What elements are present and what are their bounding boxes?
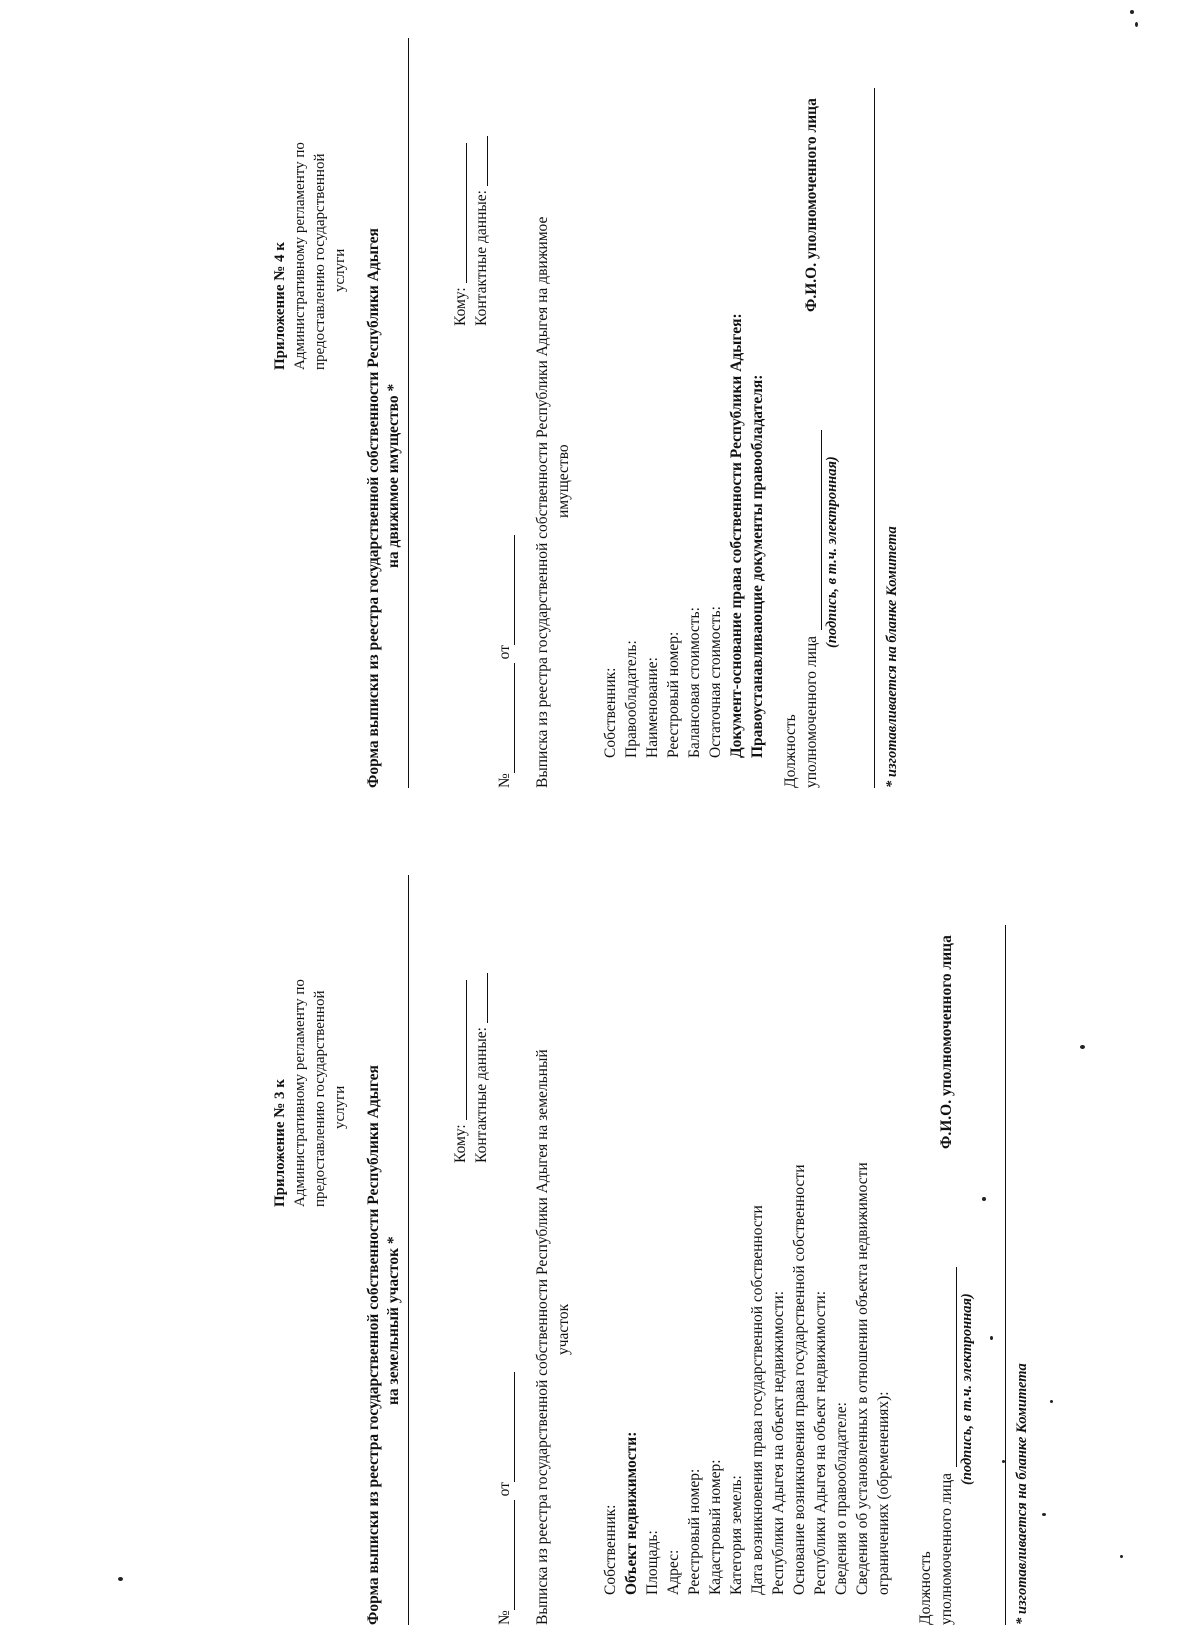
- recipient-to-field: [450, 143, 467, 283]
- field-real-estate-object: Объект недвижимости:: [623, 1431, 640, 1595]
- appendix-line: услуги: [332, 248, 348, 292]
- field-area: Площадь:: [644, 1530, 661, 1595]
- scan-speck: [1130, 10, 1134, 14]
- number-field: [498, 1500, 515, 1610]
- appendix-line: услуги: [332, 1085, 348, 1129]
- field-right-basis: Основание возникновения права государственной собственности: [791, 1164, 808, 1595]
- date-label: от: [496, 1482, 513, 1497]
- date-label: от: [496, 645, 513, 660]
- number-field: [498, 663, 515, 773]
- appendix-number: Приложение № 4 к: [272, 242, 288, 370]
- form-title: [364, 865, 404, 1625]
- title-underline: [408, 875, 409, 1625]
- recipient-to-field: [450, 980, 467, 1120]
- fio-label: Ф.И.О. уполномоченного лица: [938, 935, 955, 1149]
- footnote-rule: [874, 88, 875, 788]
- footnote: * изготавливается на бланке Комитета: [884, 526, 900, 788]
- form-title-line-1: Форма выписки из реестра государственной собственности Республики Адыгея: [365, 228, 382, 788]
- intro-line-1: Выписка из реестра государственной собственности Республики Адыгея на движимое: [534, 216, 551, 788]
- recipient-block: [450, 26, 492, 326]
- number-label: №: [496, 773, 513, 788]
- scan-speck: [1042, 1513, 1046, 1516]
- scan-speck: [1002, 1460, 1005, 1463]
- field-registry-number: Реестровый номер:: [686, 1468, 703, 1595]
- field-list: [600, 38, 768, 758]
- recipient-to-label: Кому:: [452, 1124, 469, 1163]
- signature-hint: (подпись, в т.ч. электронная): [959, 1293, 975, 1485]
- form-title-line-2: на земельный участок *: [385, 1236, 402, 1405]
- field-rightholder: Правообладатель:: [623, 640, 640, 758]
- field-rightholder-info: Сведения о правообладателе:: [833, 1402, 850, 1595]
- scan-speck: [118, 1577, 123, 1581]
- fio-label: Ф.И.О. уполномоченного лица: [803, 98, 820, 312]
- scan-speck: [1080, 1045, 1085, 1049]
- authorized-person-label: уполномоченного лица: [938, 1472, 955, 1625]
- field-land-category: Категория земель:: [728, 1475, 745, 1595]
- field-right-basis-cont: Республики Адыгея на объект недвижимости:: [812, 1290, 829, 1595]
- position-label: Должность: [782, 714, 799, 788]
- intro-text: [532, 28, 574, 788]
- field-registry-number: Реестровый номер:: [665, 631, 682, 758]
- intro-text: [532, 865, 574, 1625]
- field-book-value: Балансовая стоимость:: [686, 607, 703, 758]
- scan-speck: [1135, 22, 1138, 27]
- field-basis-document: Документ-основание права собственности Республики Адыгея:: [728, 313, 745, 758]
- field-cadastral-number: Кадастровый номер:: [707, 1459, 724, 1595]
- field-owner: Собственник:: [602, 667, 619, 758]
- field-list: [600, 875, 894, 1595]
- field-encumbrances: Сведения об установленных в отношении объекта недвижимости: [854, 1162, 871, 1595]
- intro-line-1: Выписка из реестра государственной собственности Республики Адыгея на земельный: [534, 1049, 551, 1625]
- form-title-line-2: на движимое имущество *: [385, 383, 402, 568]
- intro-line-2: имущество: [555, 444, 572, 518]
- field-right-date-cont: Республики Адыгея на объект недвижимости:: [770, 1290, 787, 1595]
- number-date-line: [494, 388, 515, 788]
- appendix-line: предоставлению государственной: [312, 153, 328, 370]
- scan-speck: [1120, 1555, 1123, 1558]
- form-movable-property: [270, 28, 930, 788]
- field-name: Наименование:: [644, 657, 661, 758]
- appendix-number: Приложение № 3 к: [272, 1079, 288, 1207]
- appendix-line: Административному регламенту по: [292, 142, 308, 370]
- number-label: №: [496, 1610, 513, 1625]
- authorized-person-label: уполномоченного лица: [803, 635, 820, 788]
- field-title-documents: Правоустанавливающие документы правообладателя:: [749, 374, 766, 758]
- form-title: [364, 28, 404, 788]
- appendix-line: предоставлению государственной: [312, 990, 328, 1207]
- number-date-line: [494, 1225, 515, 1625]
- appendix-header: [270, 40, 350, 370]
- form-land-plot: [270, 865, 1030, 1625]
- field-residual-value: Остаточная стоимость:: [707, 606, 724, 758]
- recipient-block: [450, 863, 492, 1163]
- appendix-line: Административному регламенту по: [292, 979, 308, 1207]
- recipient-contacts-label: Контактные данные:: [473, 190, 490, 326]
- field-address: Адрес:: [665, 1549, 682, 1595]
- field-right-date: Дата возникновения права государственной собственности: [749, 1205, 766, 1595]
- intro-line-2: участок: [555, 1303, 572, 1355]
- scan-speck: [990, 1336, 993, 1340]
- signature-hint: (подпись, в т.ч. электронная): [824, 456, 840, 648]
- recipient-contacts-field: [471, 136, 488, 186]
- signature-block: [780, 28, 843, 788]
- appendix-header: [270, 877, 350, 1207]
- recipient-to-label: Кому:: [452, 287, 469, 326]
- field-encumbrances-cont: ограничениях (обременениях):: [875, 1391, 892, 1595]
- footnote-rule: [1005, 925, 1006, 1625]
- signature-block: [915, 865, 978, 1625]
- scan-speck: [982, 1197, 986, 1201]
- form-title-line-1: Форма выписки из реестра государственной собственности Республики Адыгея: [365, 1065, 382, 1625]
- date-field: [498, 1372, 515, 1482]
- recipient-contacts-field: [471, 973, 488, 1023]
- footnote: * изготавливается на бланке Комитета: [1014, 1363, 1030, 1625]
- position-label: Должность: [917, 1551, 934, 1625]
- scan-speck: [1050, 1400, 1053, 1403]
- signature-field: [940, 1267, 957, 1467]
- signature-field: [805, 430, 822, 630]
- field-owner: Собственник:: [602, 1504, 619, 1595]
- date-field: [498, 535, 515, 645]
- title-underline: [408, 38, 409, 788]
- recipient-contacts-label: Контактные данные:: [473, 1027, 490, 1163]
